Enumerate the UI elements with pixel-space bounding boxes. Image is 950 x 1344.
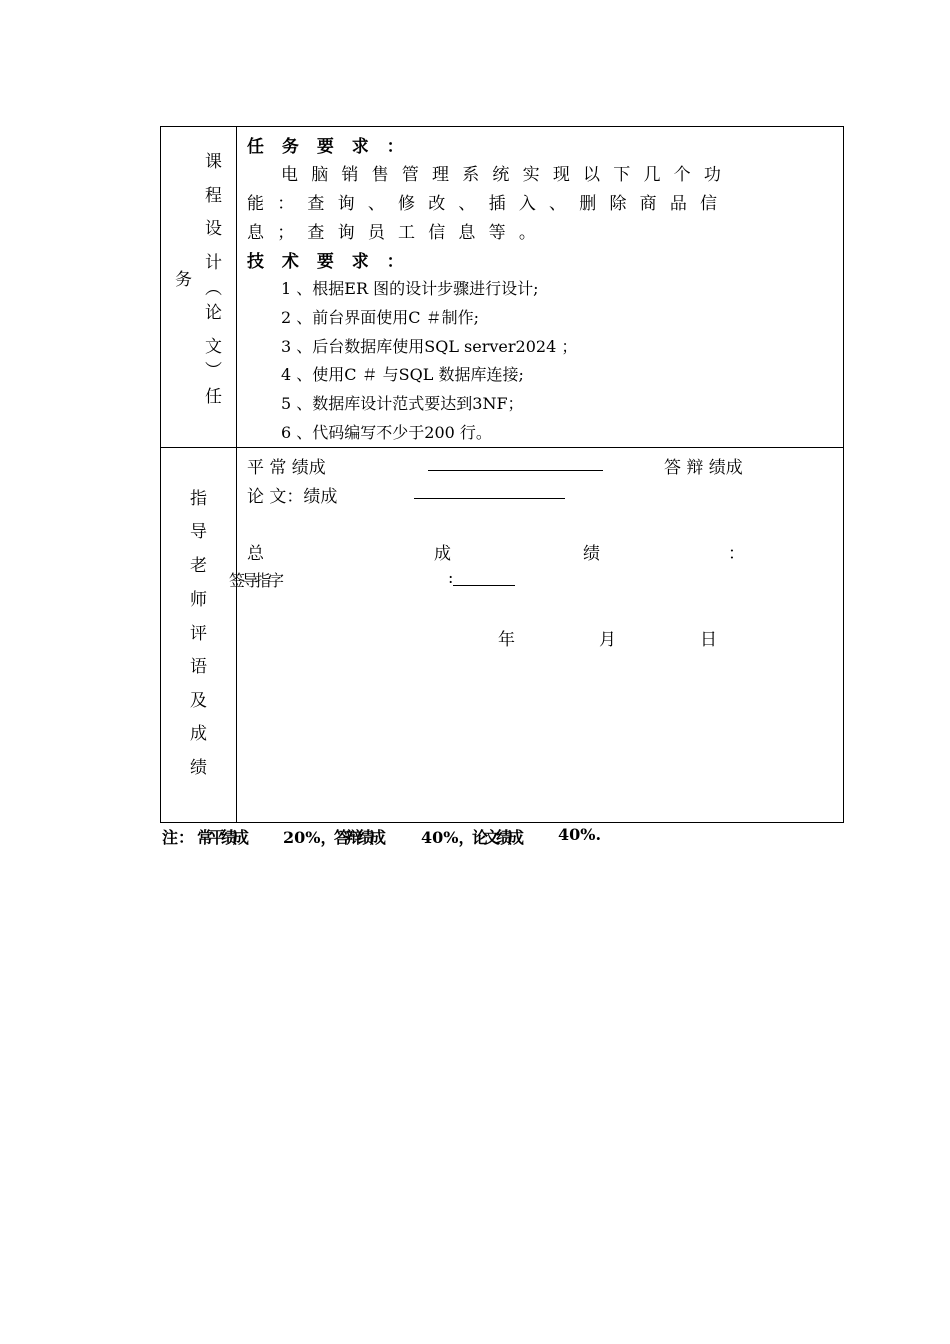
review-side-label-v5: 语: [190, 657, 207, 677]
table-middle-border: [160, 447, 844, 448]
task-side-label-v2: 设: [205, 219, 222, 239]
usual-grade-label: 平 常 绩成: [247, 458, 326, 478]
paper-grade-label: 论 文：绩成: [247, 487, 338, 507]
teacher-sign-colon: :: [448, 568, 454, 587]
total-grade-char-2: 成: [434, 544, 451, 564]
footer-note-prefix: 注：: [162, 828, 195, 847]
tech-requirements-heading: 技 术 要 求 ：: [247, 252, 410, 272]
review-side-label-v4: 评: [190, 624, 207, 644]
total-grade-char-4: ：: [728, 544, 745, 564]
table-bottom-border: [160, 822, 844, 823]
review-side-label-v7: 成: [190, 724, 207, 744]
review-side-label-v6: 及: [190, 691, 207, 711]
table-left-border: [160, 126, 161, 823]
tech-item-1: 1 、根据ER 图的设计步骤进行设计;: [281, 279, 539, 298]
review-side-label-v3: 师: [190, 590, 207, 610]
review-side-label-v1: 导: [190, 522, 207, 542]
defense-grade-label: 答 辩 绩成: [664, 458, 743, 478]
footer-note-usual-pct: 20%，: [283, 828, 337, 847]
task-side-label-v3: 计: [205, 253, 222, 273]
footer-note-defense: 答辩绩成: [334, 828, 383, 847]
task-side-label-v5: 论: [205, 303, 222, 323]
footer-note-paper-pct: 40%.: [558, 825, 602, 844]
task-line-3: 息 ； 查 询 员 工 信 息 等 。: [247, 223, 540, 243]
date-day: 日: [700, 630, 717, 650]
footer-note-usual: 常平绩成: [197, 828, 246, 847]
task-requirements-heading: 任 务 要 求 ：: [247, 137, 410, 157]
review-side-label-v8: 绩: [190, 758, 207, 778]
table-inner-vertical-border: [236, 126, 237, 823]
task-line-1: 电 脑 销 售 管 理 系 统 实 现 以 下 几 个 功: [281, 165, 725, 185]
review-side-label-v0: 指: [190, 489, 207, 509]
date-month: 月: [599, 630, 616, 650]
tech-item-2: 2 、前台界面使用C ＃制作;: [281, 308, 479, 327]
tech-item-5: 5 、数据库设计范式要达到3NF；: [281, 394, 524, 413]
total-grade-char-3: 绩: [583, 544, 600, 564]
total-grade-char-1: 总: [247, 544, 264, 564]
table-top-border: [160, 126, 844, 127]
tech-item-4: 4 、使用C ＃ 与SQL 数据库连接;: [281, 365, 524, 384]
task-side-label-left: 务: [175, 270, 192, 290]
teacher-sign-blank: [453, 585, 515, 586]
teacher-sign-label: 签导指字: [229, 571, 282, 590]
tech-item-6: 6 、代码编写不少于200 行。: [281, 423, 492, 442]
task-side-label-v6: 文: [205, 337, 222, 357]
task-side-label-v4: ︵: [205, 279, 222, 299]
task-side-label-v7: ︶: [205, 361, 222, 381]
task-side-label-v0: 课: [205, 152, 222, 172]
paper-grade-blank: [414, 498, 565, 499]
review-side-label-v2: 老: [190, 556, 207, 576]
tech-item-3: 3 、后台数据库使用SQL server2024 ；: [281, 337, 578, 356]
task-line-2: 能 ： 查 询 、 修 改 、 插 入 、 删 除 商 品 信: [247, 194, 721, 214]
footer-note-defense-pct: 40%，: [421, 828, 475, 847]
table-right-border: [843, 126, 844, 823]
task-side-label-v8: 任: [205, 387, 222, 407]
date-year: 年: [498, 630, 515, 650]
footer-note-paper: 论文绩成: [472, 828, 521, 847]
task-side-label-v1: 程: [205, 186, 222, 206]
usual-grade-blank: [428, 470, 603, 471]
